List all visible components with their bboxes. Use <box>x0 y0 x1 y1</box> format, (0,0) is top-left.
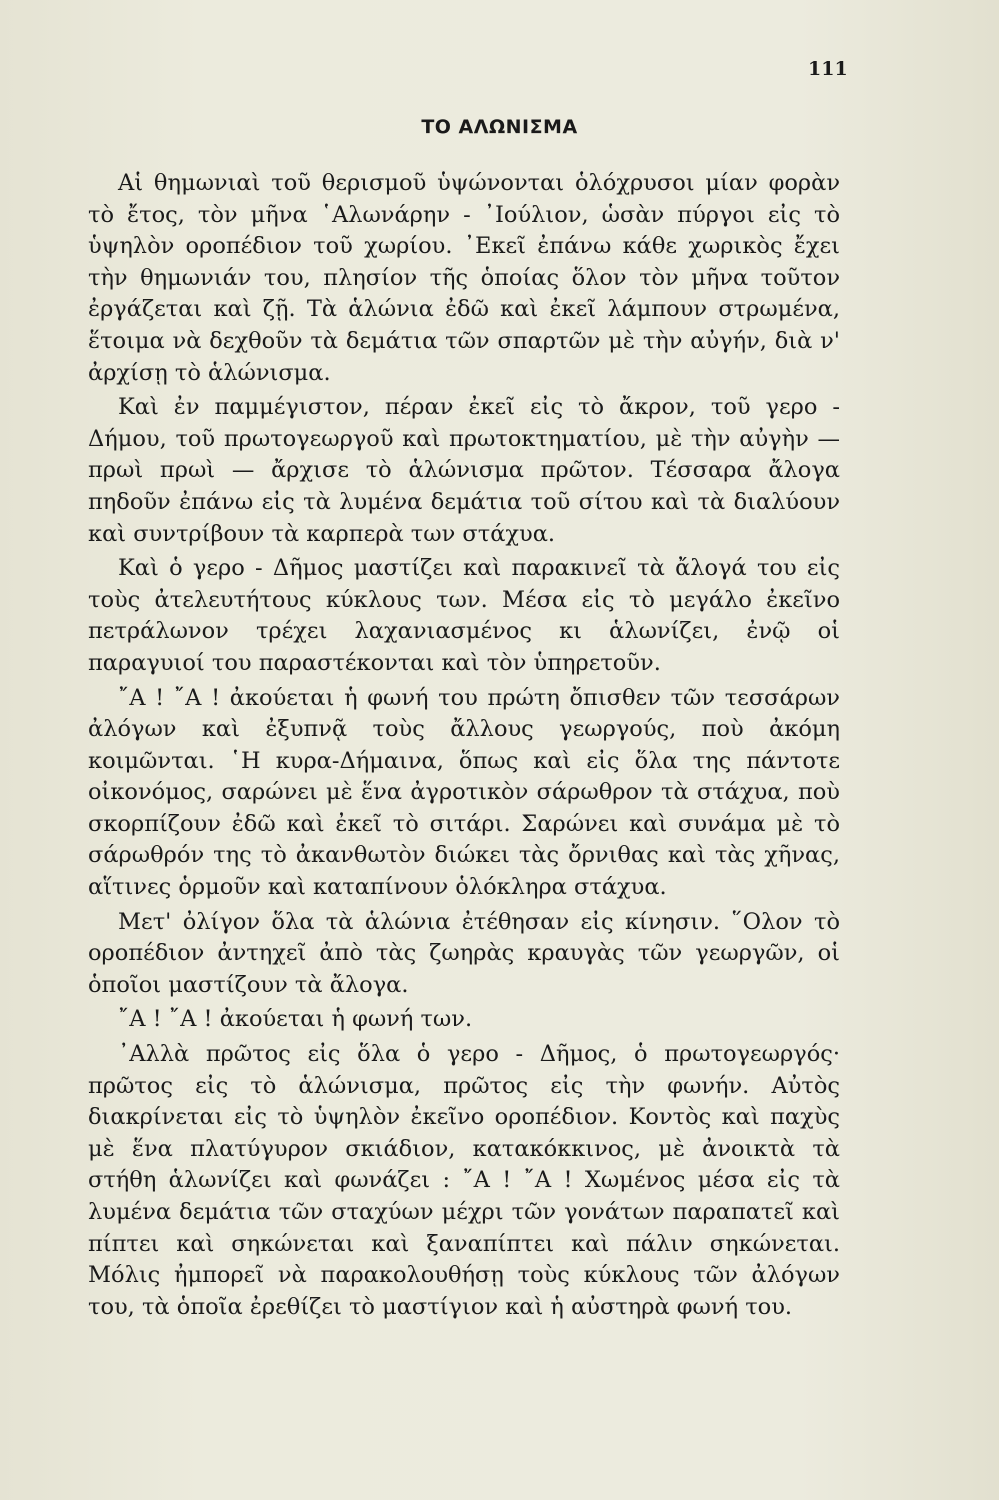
paragraph: ῎Α ! ῎Α ! ἀκούεται ἡ φωνή του πρώτη ὄπισθεν τῶν τεσσάρων ἀλόγων καὶ ἐξυπνᾷ τοὺς ἄλλους γεωργούς, ποὺ ἀκόμη κοιμῶνται. ῾Η κυρα-Δήμαινα, ὅπως καὶ εἰς ὅλα της πάντοτε οἰκονόμος, σαρώνει μὲ ἕνα ἀγροτικὸν σάρωθρον τὰ στάχυα, ποὺ σκορπίζουν ἐδῶ καὶ ἐκεῖ τὸ σιτάρι. Σαρώνει καὶ συνάμα μὲ τὸ σάρωθρόν της τὸ ἀκανθωτὸν διώκει τὰς ὄρνιθας καὶ τὰς χῆνας, αἵτινες ὁρμοῦν καὶ καταπίνουν ὁλόκληρα στάχυα. <box>88 684 840 901</box>
page-number: 111 <box>808 58 848 80</box>
chapter-title: ΤΟ ΑΛΩΝΙΣΜΑ <box>421 116 578 138</box>
paragraph: Μετ' ὀλίγον ὅλα τὰ ἁλώνια ἐτέθησαν εἰς κίνησιν. ῞Ολον τὸ οροπέδιον ἀντηχεῖ ἀπὸ τὰς ζωηρὰς κραυγὰς τῶν γεωργῶν, οἱ ὁποῖοι μαστίζουν τὰ ἄλογα. <box>88 908 840 998</box>
paragraph: ῎Α ! ῎Α ! ἀκούεται ἡ φωνή των. <box>118 1006 473 1033</box>
body-text <box>88 168 840 1323</box>
paragraph: Καὶ ὁ γερο - Δῆμος μαστίζει καὶ παρακινεῖ τὰ ἄλογά του εἰς τοὺς ἀτελευτήτους κύκλους των. Μέσα εἰς τὸ μεγάλο ἐκεῖνο πετράλωνον τρέχει λαχανιασμένος κι ἁλωνίζει, ἐνῷ οἱ παραγυιοί του παραστέκονται καὶ τὸν ὑπηρετοῦν. <box>88 555 840 676</box>
paragraph: Αἱ θημωνιαὶ τοῦ θερισμοῦ ὑψώνονται ὁλόχρυσοι μίαν φορὰν τὸ ἔτος, τὸν μῆνα ῾Αλωνάρην - ᾿Ιούλιον, ὡσὰν πύργοι εἰς τὸ ὑψηλὸν οροπέδιον τοῦ χωρίου. ᾿Εκεῖ ἐπάνω κάθε χωρικὸς ἔχει τὴν θημωνιάν του, πλησίον τῆς ὁποίας ὅλον τὸν μῆνα τοῦτον ἐργάζεται καὶ ζῇ. Τὰ ἁλώνια ἐδῶ καὶ ἐκεῖ λάμπουν στρωμένα, ἕτοιμα νὰ δεχθοῦν τὰ δεμάτια τῶν σπαρτῶν μὲ τὴν αὐγήν, διὰ ν' ἀρχίσῃ τὸ ἁλώνισμα. <box>88 170 840 386</box>
paragraph: ᾿Αλλὰ πρῶτος εἰς ὅλα ὁ γερο - Δῆμος, ὁ πρωτογεωργός· πρῶτος εἰς τὸ ἁλώνισμα, πρῶτος εἰς τὴν φωνήν. Αὐτὸς διακρίνεται εἰς τὸ ὑψηλὸν ἐκεῖνο οροπέδιον. Κοντὸς καὶ παχὺς μὲ ἕνα πλατύγυρον σκιάδιον, κατακόκκινος, μὲ ἀνοικτὰ τὰ στήθη ἁλωνίζει καὶ φωνάζει : ῎Α ! ῎Α ! Χωμένος μέσα εἰς τὰ λυμένα δεμάτια τῶν σταχύων μέχρι τῶν γονάτων παραπατεῖ καὶ πίπτει καὶ σηκώνεται καὶ ξαναπίπτει καὶ πάλιν σηκώνεται. Μόλις ἠμπορεῖ νὰ παρακολουθήσῃ τοὺς κύκλους τῶν ἀλόγων του, τὰ ὁποῖα ἐρεθίζει τὸ μαστίγιον καὶ ἡ αὐστηρὰ φωνή του. <box>88 1041 840 1320</box>
paragraph: Καὶ ἐν παμμέγιστον, πέραν ἐκεῖ εἰς τὸ ἄκρον, τοῦ γερο - Δήμου, τοῦ πρωτογεωργοῦ καὶ πρωτοκτηματίου, μὲ τὴν αὐγὴν — πρωὶ πρωὶ — ἄρχισε τὸ ἁλώνισμα πρῶτον. Τέσσαρα ἄλογα πηδοῦν ἐπάνω εἰς τὰ λυμένα δεμάτια τοῦ σίτου καὶ τὰ διαλύουν καὶ συντρίβουν τὰ καρπερὰ των στάχυα. <box>88 394 840 547</box>
